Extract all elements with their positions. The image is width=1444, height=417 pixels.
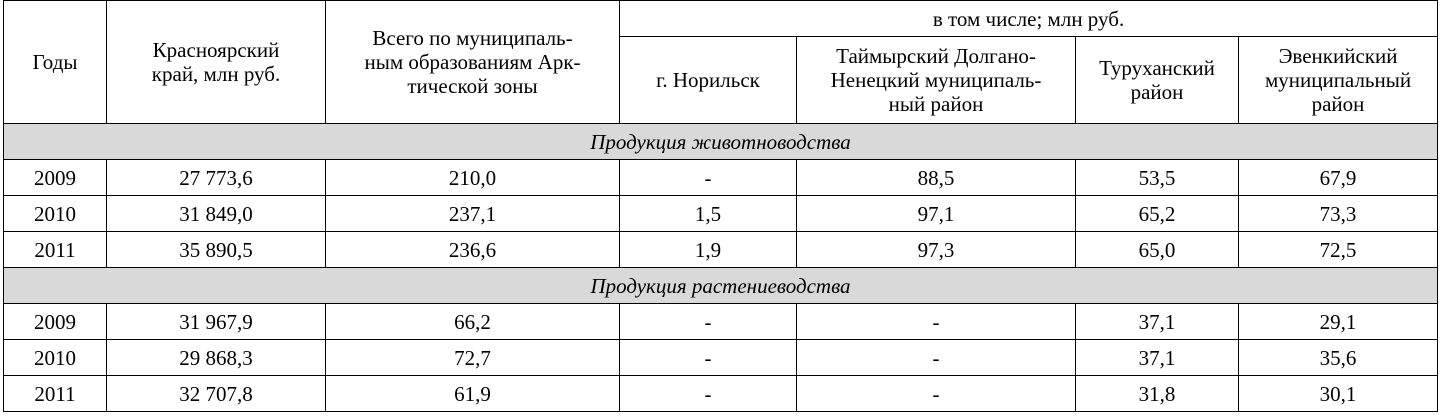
section-title: Продукция растениеводства — [4, 268, 1438, 304]
cell-taimyr: 88,5 — [797, 160, 1076, 196]
table-row — [4, 196, 1438, 232]
cell-evenki: 35,6 — [1239, 340, 1438, 376]
table-row — [4, 232, 1438, 268]
cell-arctic-total: 72,7 — [326, 340, 620, 376]
header-years: Годы — [4, 1, 107, 124]
cell-evenki: 30,1 — [1239, 376, 1438, 412]
header-arctic-total-line1: Всего по муниципаль- — [372, 26, 573, 50]
cell-evenki: 29,1 — [1239, 304, 1438, 340]
cell-krasnoyarsk: 29 868,3 — [107, 340, 326, 376]
cell-year: 2009 — [4, 160, 107, 196]
cell-turukhansk: 65,2 — [1076, 196, 1239, 232]
header-krasnoyarsk — [107, 1, 326, 124]
cell-krasnoyarsk: 27 773,6 — [107, 160, 326, 196]
cell-norilsk: 1,5 — [620, 196, 797, 232]
header-turukhansk-line1: Туруханский — [1099, 56, 1215, 80]
cell-turukhansk: 53,5 — [1076, 160, 1239, 196]
cell-norilsk: - — [620, 304, 797, 340]
header-arctic-total — [326, 1, 620, 124]
header-krasnoyarsk-line2: край, млн руб. — [151, 62, 281, 86]
header-row-1 — [4, 1, 1438, 37]
cell-krasnoyarsk: 35 890,5 — [107, 232, 326, 268]
header-evenki — [1239, 37, 1438, 124]
header-krasnoyarsk-line1: Красноярский — [152, 38, 280, 62]
header-arctic-total-line2: ным образованиям Арк- — [364, 50, 581, 74]
cell-arctic-total: 236,6 — [326, 232, 620, 268]
table-row — [4, 304, 1438, 340]
table-row — [4, 160, 1438, 196]
cell-arctic-total: 61,9 — [326, 376, 620, 412]
cell-evenki: 73,3 — [1239, 196, 1438, 232]
header-evenki-line3: район — [1311, 92, 1365, 116]
header-taimyr-line1: Таймырский Долгано- — [836, 44, 1036, 68]
cell-taimyr: - — [797, 304, 1076, 340]
cell-turukhansk: 37,1 — [1076, 304, 1239, 340]
cell-taimyr: 97,3 — [797, 232, 1076, 268]
header-taimyr-line2: Ненецкий муниципаль- — [830, 68, 1042, 92]
header-taimyr — [797, 37, 1076, 124]
statistics-table — [3, 0, 1438, 412]
cell-year: 2011 — [4, 232, 107, 268]
cell-year: 2010 — [4, 196, 107, 232]
cell-turukhansk: 37,1 — [1076, 340, 1239, 376]
cell-krasnoyarsk: 32 707,8 — [107, 376, 326, 412]
cell-turukhansk: 65,0 — [1076, 232, 1239, 268]
header-evenki-line1: Эвенкийский — [1278, 44, 1398, 68]
header-taimyr-line3: ный район — [888, 92, 984, 116]
cell-krasnoyarsk: 31 849,0 — [107, 196, 326, 232]
cell-taimyr: - — [797, 376, 1076, 412]
cell-evenki: 67,9 — [1239, 160, 1438, 196]
cell-turukhansk: 31,8 — [1076, 376, 1239, 412]
cell-arctic-total: 66,2 — [326, 304, 620, 340]
cell-norilsk: - — [620, 376, 797, 412]
cell-krasnoyarsk: 31 967,9 — [107, 304, 326, 340]
section-row-crops — [4, 268, 1438, 304]
table-row — [4, 376, 1438, 412]
table-row — [4, 340, 1438, 376]
section-row-livestock — [4, 124, 1438, 160]
header-including: в том числе; млн руб. — [620, 1, 1438, 37]
cell-norilsk: - — [620, 340, 797, 376]
section-title: Продукция животноводства — [4, 124, 1438, 160]
cell-taimyr: - — [797, 340, 1076, 376]
cell-evenki: 72,5 — [1239, 232, 1438, 268]
header-turukhansk-line2: район — [1130, 80, 1184, 104]
cell-arctic-total: 237,1 — [326, 196, 620, 232]
cell-taimyr: 97,1 — [797, 196, 1076, 232]
header-norilsk: г. Норильск — [620, 37, 797, 124]
cell-arctic-total: 210,0 — [326, 160, 620, 196]
cell-year: 2009 — [4, 304, 107, 340]
header-evenki-line2: муниципальный — [1264, 68, 1412, 92]
cell-year: 2011 — [4, 376, 107, 412]
cell-norilsk: - — [620, 160, 797, 196]
cell-norilsk: 1,9 — [620, 232, 797, 268]
cell-year: 2010 — [4, 340, 107, 376]
header-turukhansk — [1076, 37, 1239, 124]
header-arctic-total-line3: тической зоны — [407, 74, 538, 98]
